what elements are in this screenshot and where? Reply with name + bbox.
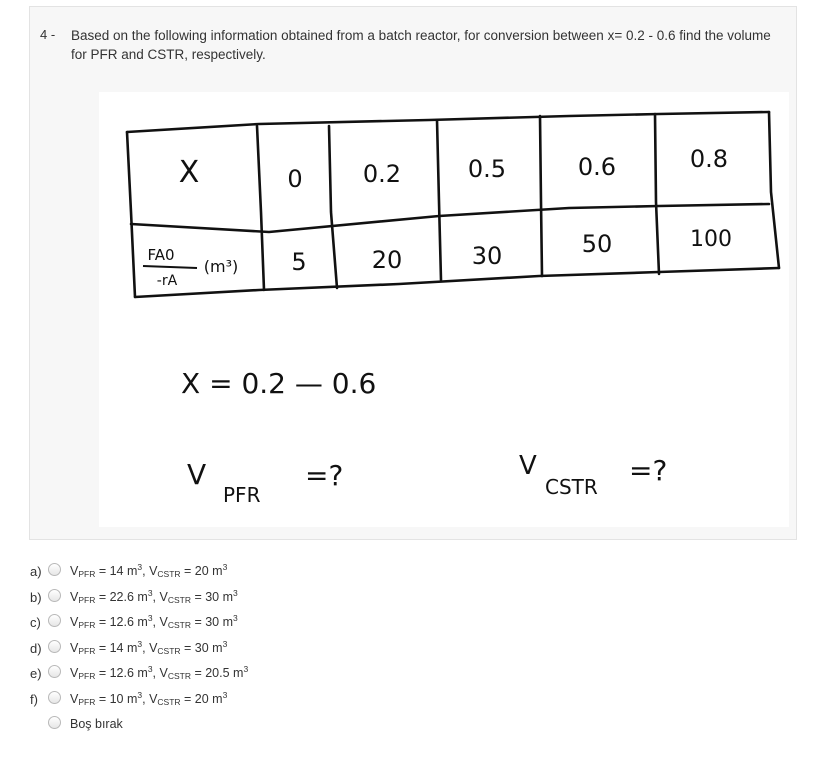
option-text[interactable]: $V_{PFR} = 22.6$ $m^3$, $V_{CSTR} = 30$ $m^3$: [70, 587, 238, 605]
radio-b[interactable]: [48, 589, 61, 602]
radio-e[interactable]: [48, 665, 61, 678]
option-letter: a): [30, 564, 42, 579]
option-text[interactable]: $V_{PFR} = 12.6$ $m^3$, $V_{CSTR} = 20.5$ $m^3$: [70, 664, 249, 681]
vpfr-symbol: V: [187, 458, 207, 491]
question-number: 4 -: [40, 27, 56, 42]
option-letter: e): [30, 666, 42, 681]
f-value-5: 100: [690, 227, 732, 252]
radio-a[interactable]: [48, 563, 61, 576]
f-value-3: 30: [471, 242, 503, 270]
option-text[interactable]: $V_{PFR} = 14$ $m^3$, $V_{CSTR} = 20$ $m^3$: [70, 562, 228, 579]
x-value-4: 0.6: [577, 153, 617, 181]
fa0-label: FA0: [147, 246, 175, 264]
option-text[interactable]: $V_{PFR} = 12.6$ $m^3$, $V_{CSTR} = 30$ $m^3$: [70, 613, 238, 630]
vcstr-symbol: V: [519, 451, 537, 481]
f-value-1: 5: [291, 248, 307, 276]
x-value-5: 0.8: [689, 145, 729, 173]
question-panel: [29, 6, 797, 540]
option-text[interactable]: $V_{PFR} = 14$ $m^3$, $V_{CSTR} = 30$ $m^3$: [70, 638, 228, 656]
vpfr-subscript: PFR: [223, 483, 261, 507]
f-value-2: 20: [371, 246, 403, 274]
ra-label: -rA: [156, 273, 178, 289]
radio-blank[interactable]: [48, 716, 61, 729]
handwritten-figure: [99, 92, 789, 527]
vcstr-equals: =?: [629, 454, 668, 487]
fraction-bar: [143, 266, 197, 268]
radio-c[interactable]: [48, 614, 61, 627]
blank-option-label[interactable]: Boş bırak: [70, 717, 123, 731]
option-letter: b): [30, 589, 42, 605]
radio-f[interactable]: [48, 691, 61, 704]
range-text: X = 0.2 — 0.6: [181, 367, 377, 400]
f-value-4: 50: [581, 230, 613, 258]
vpfr-equals: =?: [305, 459, 344, 492]
option-letter: f): [30, 691, 38, 707]
vcstr-subscript: CSTR: [545, 475, 598, 499]
option-letter: d): [30, 640, 42, 656]
x-value-3: 0.5: [467, 155, 507, 183]
x-value-2: 0.2: [362, 160, 402, 188]
x-value-1: 0: [287, 165, 303, 193]
option-text[interactable]: $V_{PFR} = 10$ $m^3$, $V_{CSTR} = 20$ $m^3$: [70, 689, 228, 707]
question-text: Based on the following information obtained from a batch reactor, for conversion between x= 0.2 - 0.6 find the volume for PFR and CSTR, respectively.: [71, 28, 771, 62]
radio-d[interactable]: [48, 640, 61, 653]
option-letter: c): [30, 615, 41, 630]
table-x-label: X: [178, 155, 200, 190]
figure-svg: [99, 92, 789, 527]
unit-label: (m³): [203, 257, 239, 276]
